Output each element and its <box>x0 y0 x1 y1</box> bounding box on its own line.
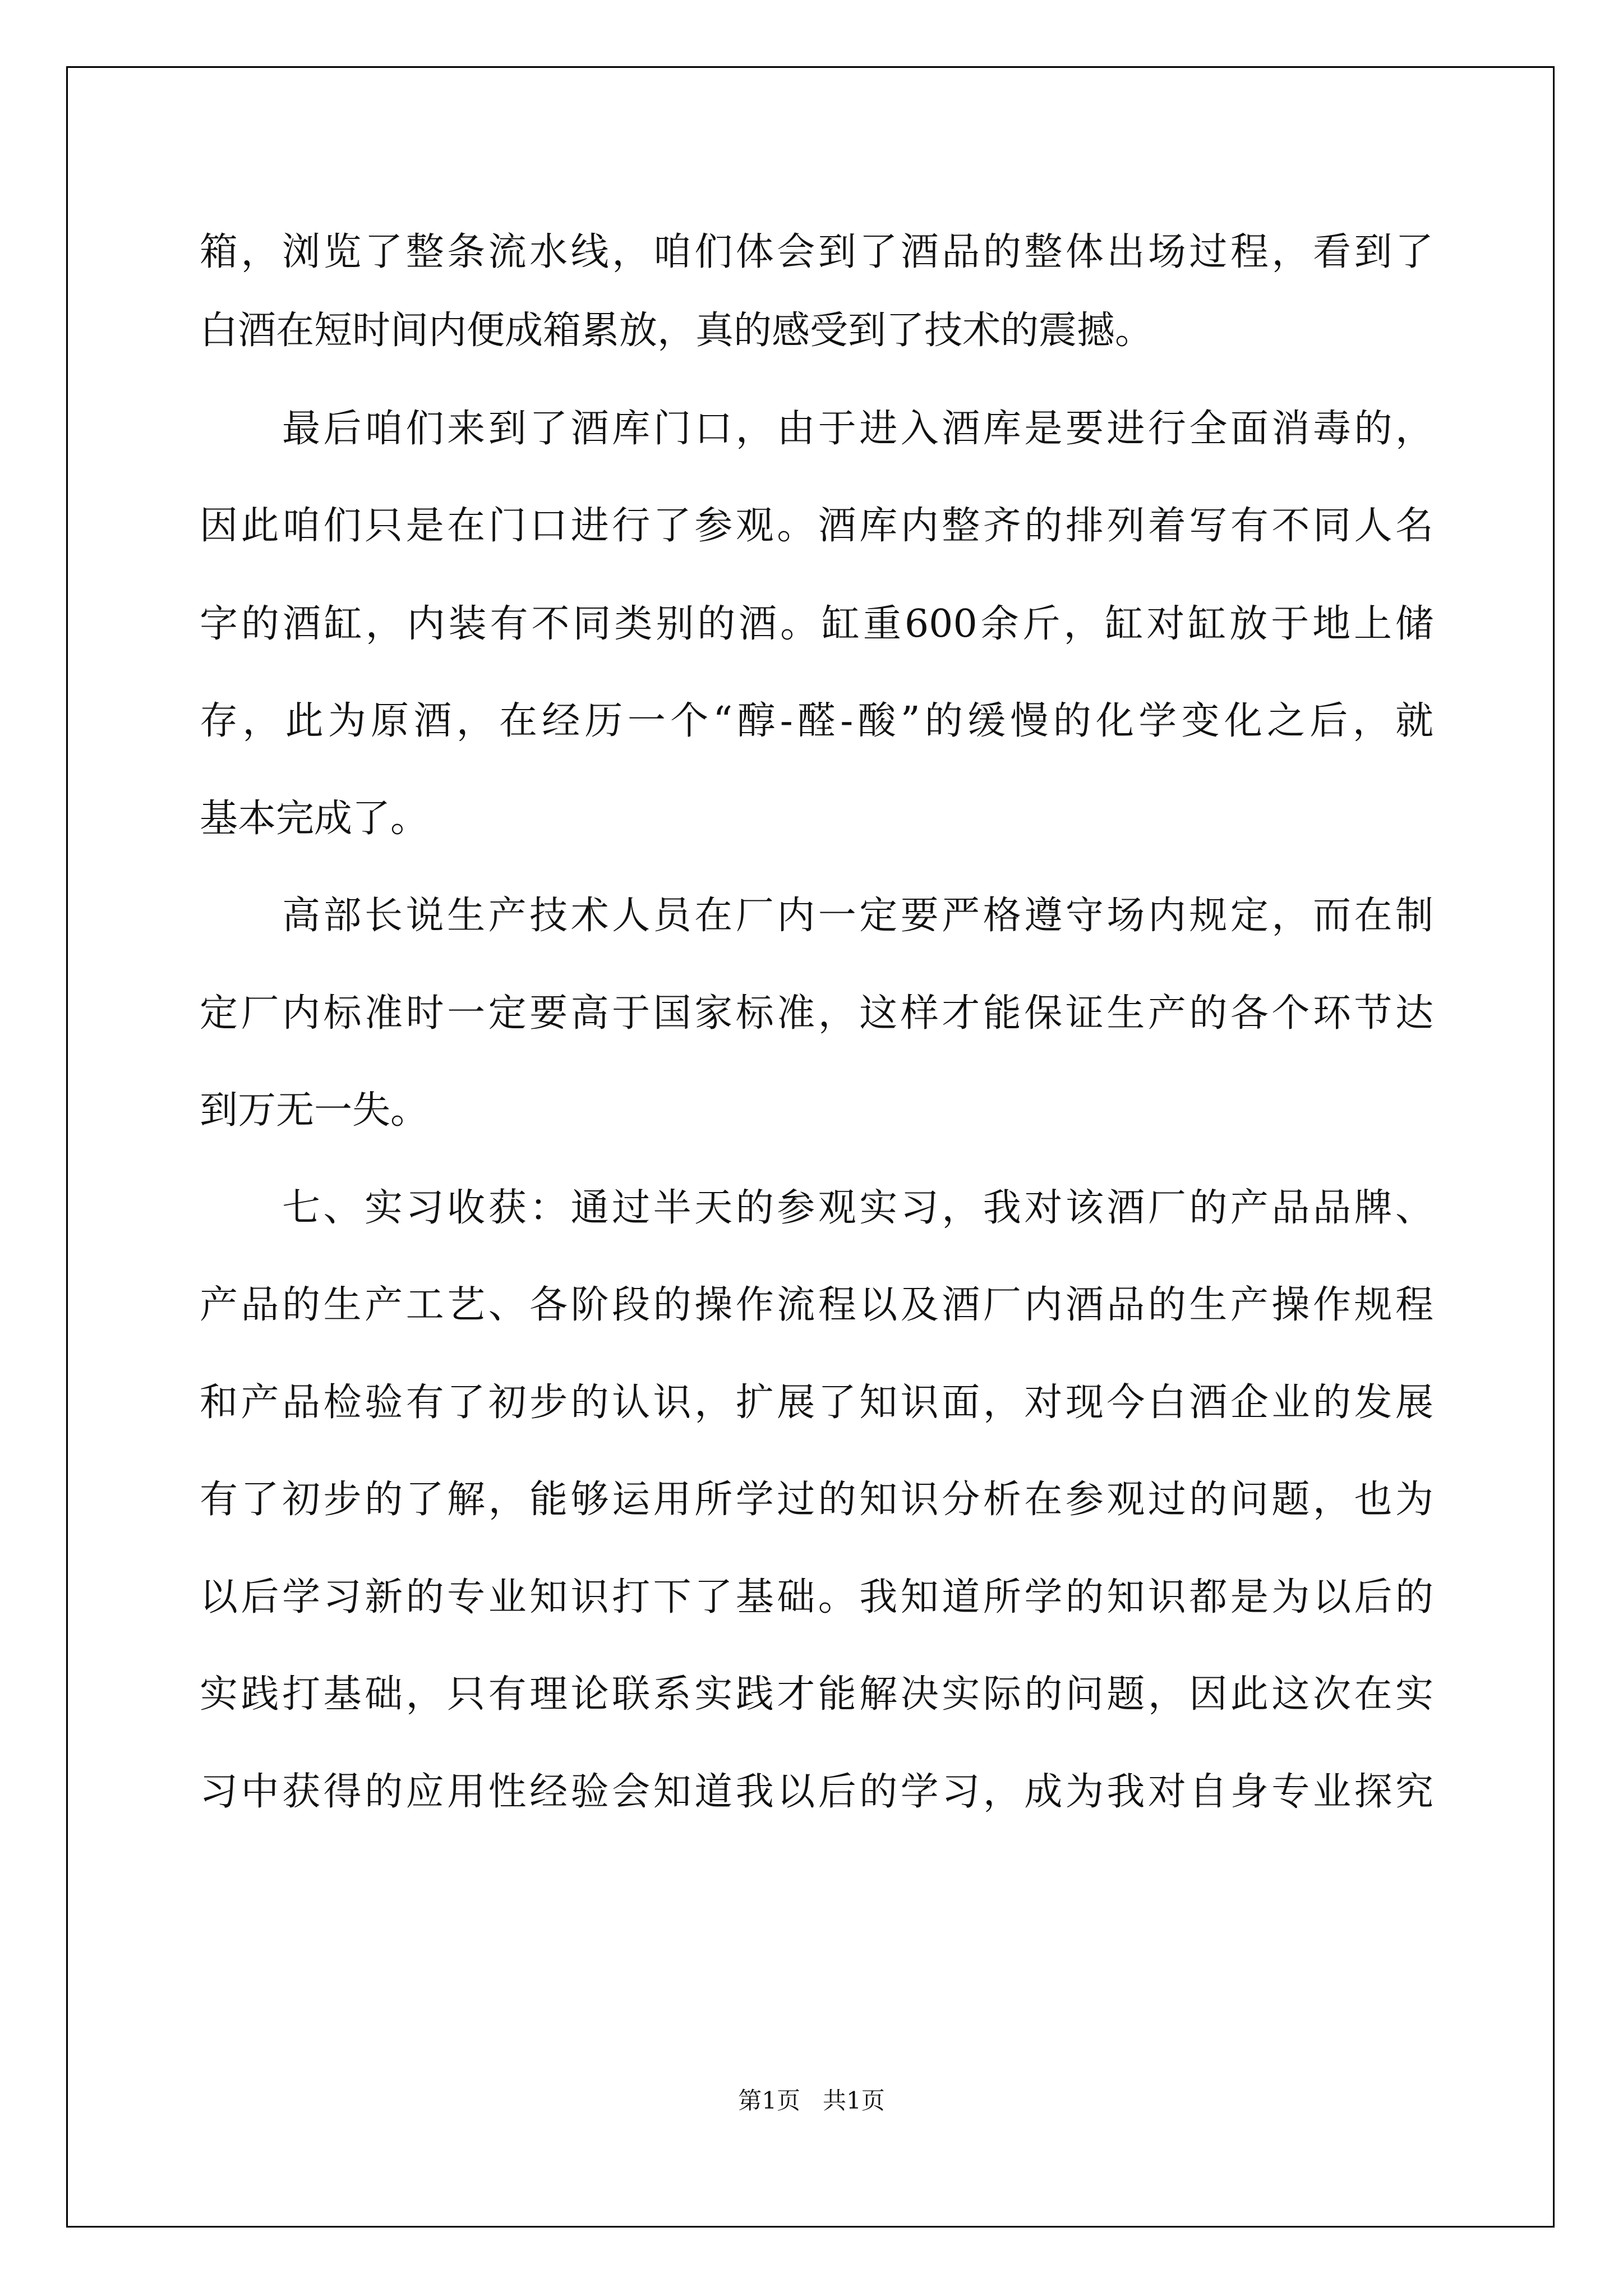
paragraph-first-line: 最后咱们来到了酒库门口，由于进入酒库是要进行全面消毒的， <box>282 407 1433 451</box>
text-line: 箱，浏览了整条流水线，咱们体会到了酒品的整体出场过程，看到了 <box>200 230 1433 274</box>
text-line: 字的酒缸，内装有不同类别的酒。缸重600余斤，缸对缸放于地上储 <box>200 602 1433 646</box>
text-line: 存，此为原酒，在经历一个“醇-醛-酸”的缓慢的化学变化之后，就 <box>200 699 1433 743</box>
text-line: 产品的生产工艺、各阶段的操作流程以及酒厂内酒品的生产操作规程 <box>200 1283 1433 1327</box>
text-line: 白酒在短时间内便成箱累放，真的感受到了技术的震撼。 <box>200 309 1154 353</box>
text-line: 习中获得的应用性经验会知道我以后的学习，成为我对自身专业探究 <box>200 1770 1433 1814</box>
text-line: 以后学习新的专业知识打下了基础。我知道所学的知识都是为以后的 <box>200 1575 1433 1619</box>
text-line: 实践打基础，只有理论联系实践才能解决实际的问题，因此这次在实 <box>200 1672 1433 1717</box>
page-footer: 第1页 共1页 <box>738 2087 885 2114</box>
text-line: 和产品检验有了初步的认识，扩展了知识面，对现今白酒企业的发展 <box>200 1381 1433 1425</box>
text-line: 到万无一失。 <box>200 1088 429 1133</box>
text-line: 有了初步的了解，能够运用所学过的知识分析在参观过的问题，也为 <box>200 1478 1433 1522</box>
paragraph-first-line: 高部长说生产技术人员在厂内一定要严格遵守场内规定，而在制 <box>282 894 1433 938</box>
paragraph-first-line: 七、实习收获：通过半天的参观实习，我对该酒厂的产品品牌、 <box>282 1186 1433 1230</box>
text-line: 基本完成了。 <box>200 797 429 841</box>
text-line: 定厂内标准时一定要高于国家标准，这样才能保证生产的各个环节达 <box>200 991 1433 1036</box>
text-line: 因此咱们只是在门口进行了参观。酒库内整齐的排列着写有不同人名 <box>200 504 1433 548</box>
